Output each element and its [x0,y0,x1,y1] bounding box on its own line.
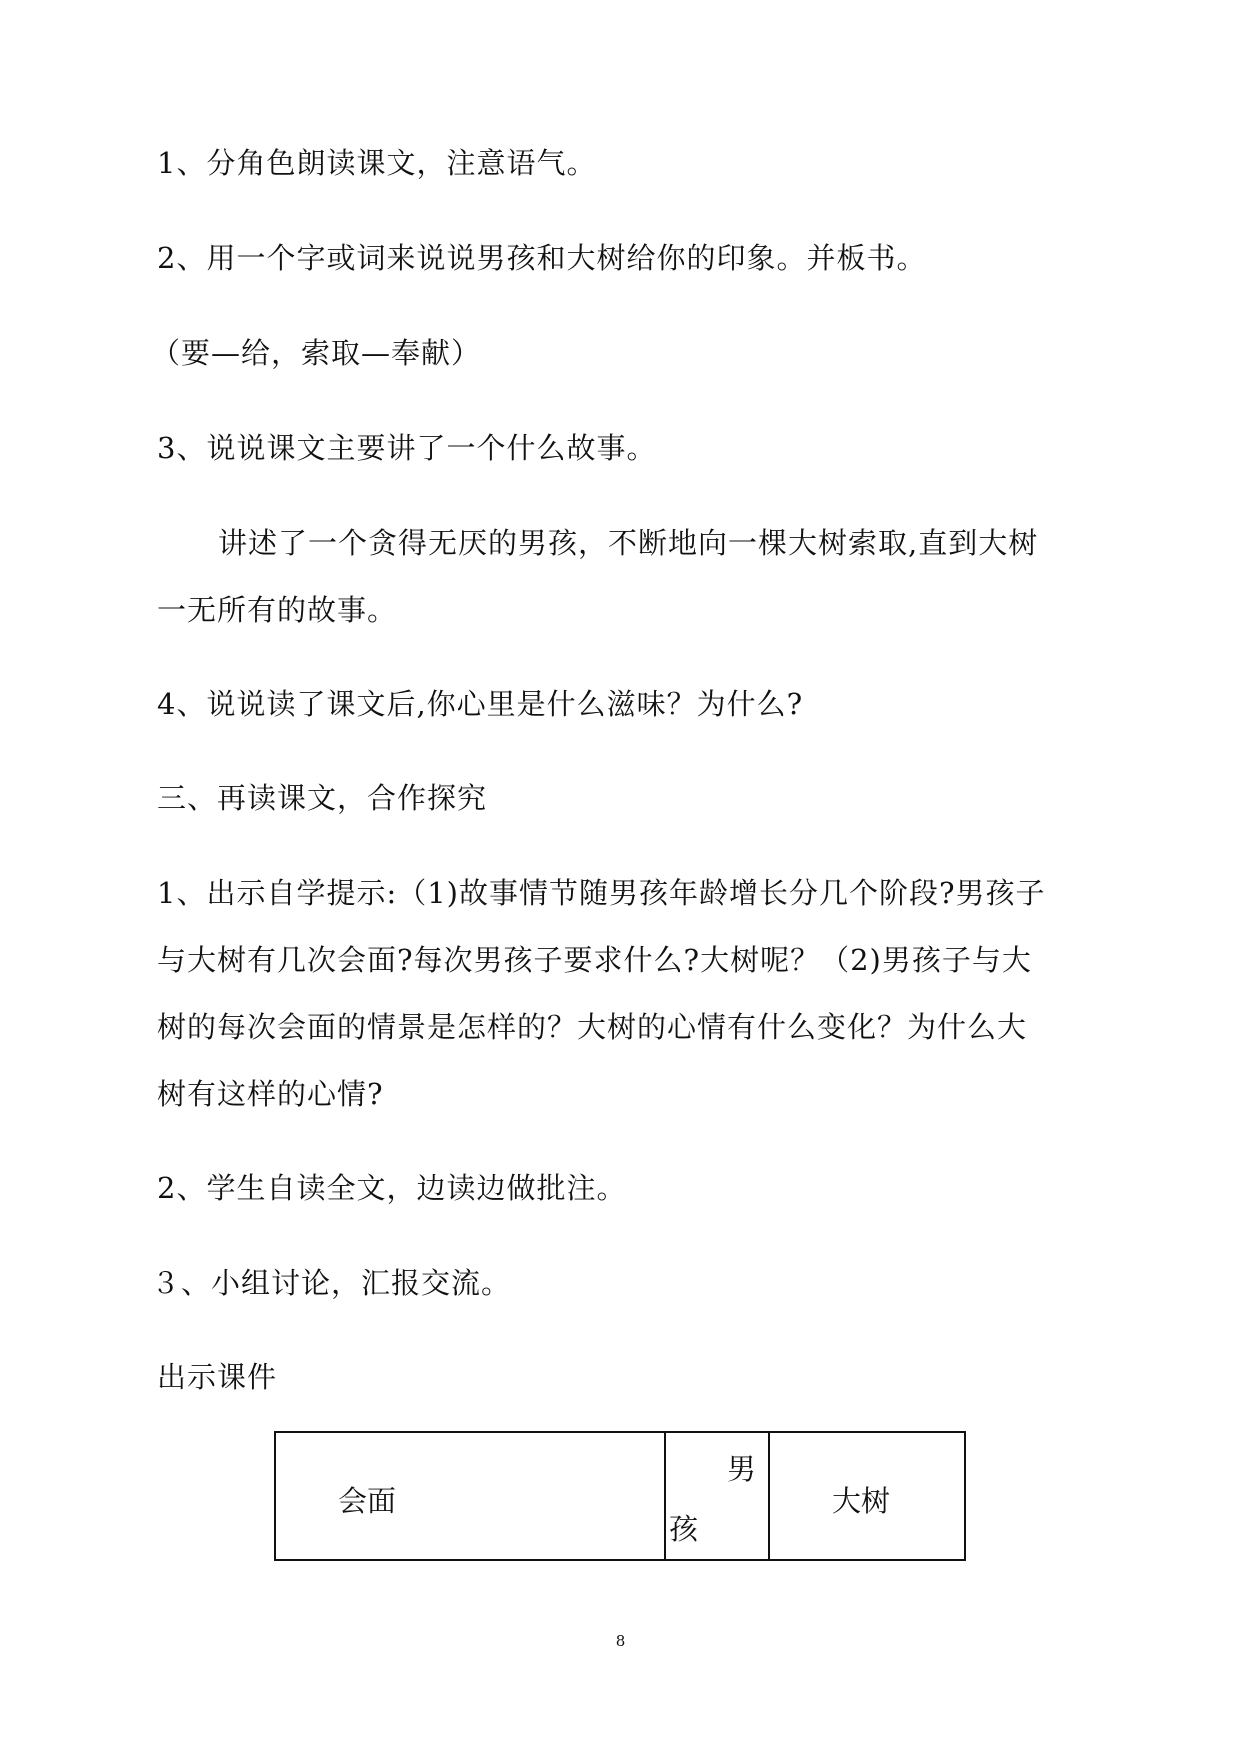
table-header-boy-part-2: 孩 [669,1512,699,1546]
paragraph-5-line-2: 一无所有的故事。 [157,593,398,627]
table-cell-tree [770,1433,964,1559]
table-cell-meeting [276,1433,666,1559]
paragraph-7-line-3: 树的每次会面的情景是怎样的？大树的心情有什么变化？为什么大 [157,1010,1028,1044]
section-heading: 三、再读课文，合作探究 [157,781,488,815]
table-header-meeting: 会面 [338,1484,397,1518]
paragraph-10: 出示课件 [157,1360,278,1394]
paragraph-4: 3、说说课文主要讲了一个什么故事。 [157,431,657,465]
paragraph-2: 2、用一个字或词来说说男孩和大树给你的印象。并板书。 [157,241,927,275]
courseware-table [274,1431,966,1561]
table-cell-boy [666,1433,770,1559]
paragraph-8: 2、学生自读全文，边读边做批注。 [157,1171,627,1205]
paragraph-3: （要—给，索取—奉献） [151,336,482,370]
page-number: 8 [615,1632,626,1650]
paragraph-1: 1、分角色朗读课文，注意语气。 [157,146,597,180]
paragraph-5-line-1: 讲述了一个贪得无厌的男孩，不断地向一棵大树索取,直到大树 [218,526,1039,560]
paragraph-7-line-1: 1、出示自学提示:（1)故事情节随男孩年龄增长分几个阶段?男孩子 [157,876,1046,910]
table-header-boy-part-1: 男 [726,1452,756,1486]
paragraph-7-line-2: 与大树有几次会面?每次男孩子要求什么?大树呢？（2)男孩子与大 [157,943,1032,977]
paragraph-9: ３、小组讨论，汇报交流。 [151,1266,512,1300]
paragraph-7-line-4: 树有这样的心情? [157,1077,384,1111]
table-header-tree: 大树 [832,1484,891,1518]
paragraph-6: 4、说说读了课文后,你心里是什么滋味？为什么? [157,687,804,721]
